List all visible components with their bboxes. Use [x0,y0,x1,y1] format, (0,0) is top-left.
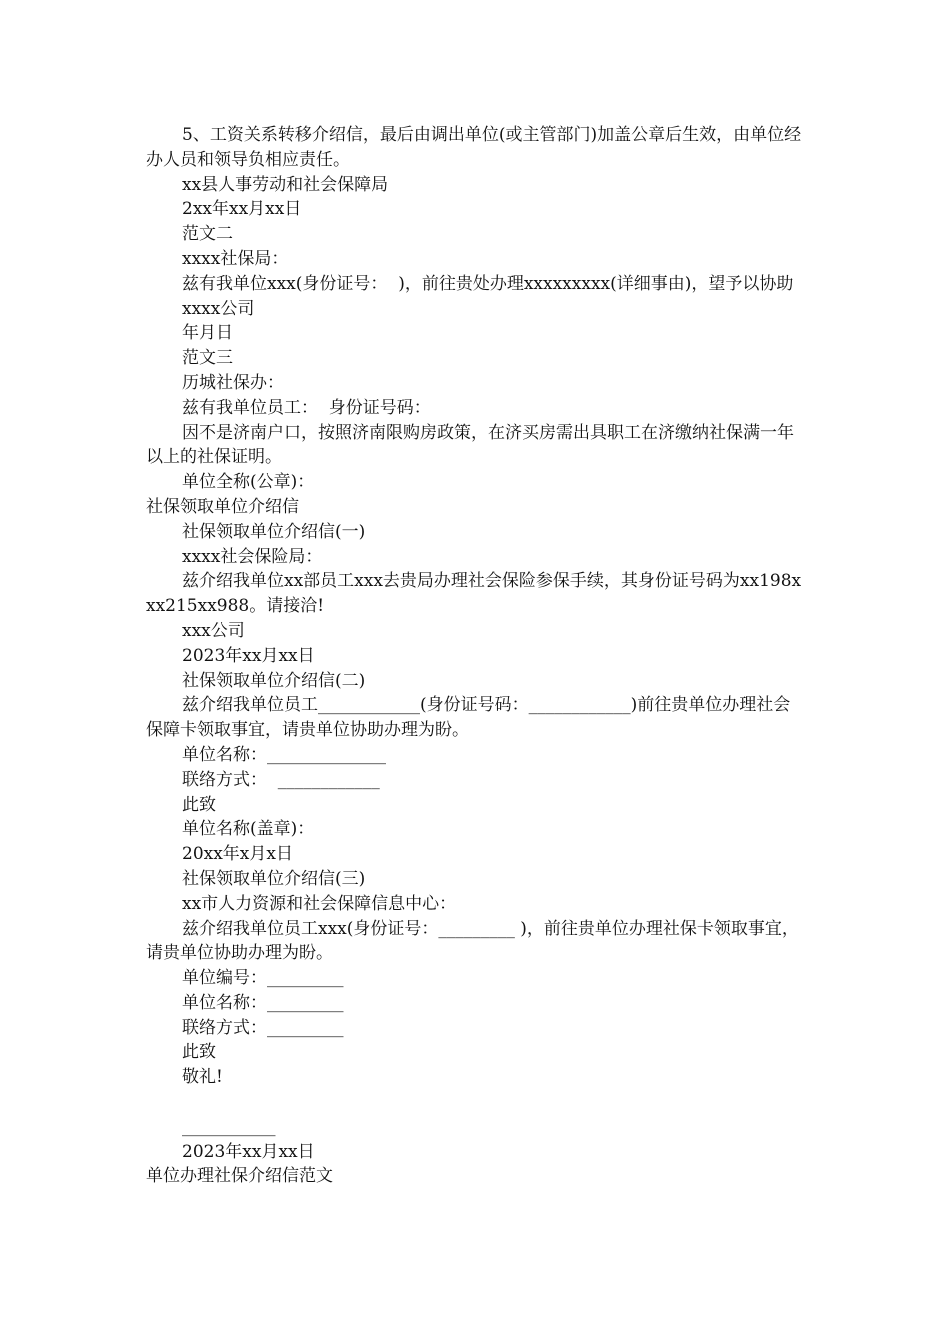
paragraph-body: 兹介绍我单位员工____________(身份证号码：____________)前往贵单位办理社会保障卡领取事宜，请贵单位协助办理为盼。 [146,695,791,741]
document-body [146,123,806,1189]
paragraph-unit-seal: 单位名称(盖章)： [182,819,315,840]
paragraph-addressee: xx市人力资源和社会保障信息中心： [182,893,457,914]
paragraph-unit-name-field: 单位名称：______________ [182,744,386,765]
paragraph-closing: 此致 [182,794,216,815]
paragraph-signature-line: ___________ [182,1116,276,1137]
paragraph-date: 2023年xx月xx日 [182,1141,315,1162]
section-heading-letter-one: 社保领取单位介绍信(一) [182,521,366,542]
paragraph-salutation: 敬礼! [182,1067,223,1088]
paragraph-contact-field: 联络方式：_________ [182,1017,344,1038]
paragraph-company-signature: xxx公司 [182,620,245,641]
paragraph-unit-full-name: 单位全称(公章)： [182,472,315,493]
paragraph-body: 兹介绍我单位xx部员工xxx去贵局办理社会保险参保手续，其身份证号码为xx198xxx215xx988。请接洽! [146,571,802,617]
paragraph-body: 兹有我单位xxx(身份证号： )，前往贵处办理xxxxxxxxx(详细事由)，望予以协助 [182,273,794,294]
paragraph-company-signature: xxxx公司 [182,298,255,319]
paragraph-addressee: xxxx社会保险局： [182,546,323,567]
paragraph-bureau-signature: xx县人事劳动和社会保障局 [182,174,389,195]
paragraph-date: 2023年xx月xx日 [182,645,315,666]
paragraph-unit-name-field: 单位名称：_________ [182,992,344,1013]
paragraph-addressee: 历城社保办： [182,372,284,393]
paragraph-blank-line [146,1090,806,1115]
paragraph-body: 因不是济南户口，按照济南限购房政策，在济买房需出具职工在济缴纳社保满一年以上的社保证明。 [146,422,794,468]
paragraph-salary-transfer-note: 5、工资关系转移介绍信，最后由调出单位(或主管部门)加盖公章后生效，由单位经办人员和领导负相应责任。 [146,125,802,170]
paragraph-date: 20xx年x月x日 [182,844,293,865]
paragraph-body: 兹有我单位员工： 身份证号码： [182,397,431,418]
paragraph-closing: 此致 [182,1042,216,1063]
section-heading-sample-two: 范文二 [182,224,233,245]
section-heading-letter-two: 社保领取单位介绍信(二) [182,670,366,691]
paragraph-body: 兹介绍我单位员工xxx(身份证号：_________ )，前往贵单位办理社保卡领取事宜，请贵单位协助办理为盼。 [146,918,799,964]
section-heading-sample-three: 范文三 [182,348,233,369]
section-heading-letter-three: 社保领取单位介绍信(三) [182,868,366,889]
paragraph-date: 年月日 [182,323,233,344]
paragraph-date: 2xx年xx月xx日 [182,199,302,220]
paragraph-contact-field: 联络方式： ____________ [182,769,380,790]
document-title: 社保领取单位介绍信 [146,496,299,517]
paragraph-addressee: xxxx社保局： [182,248,289,269]
paragraph-unit-number-field: 单位编号：_________ [182,968,344,989]
document-title: 单位办理社保介绍信范文 [146,1166,333,1187]
